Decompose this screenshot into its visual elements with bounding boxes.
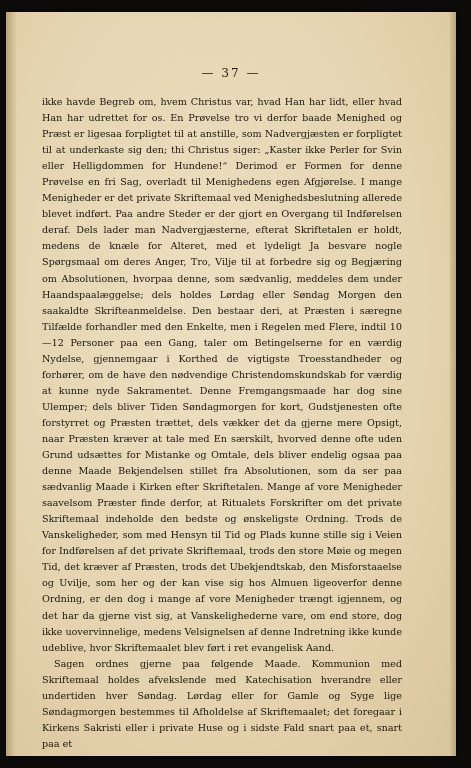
page-gutter xyxy=(6,12,16,756)
page-number: — 37 — xyxy=(201,66,261,80)
book-page xyxy=(6,12,456,756)
body-text xyxy=(42,95,402,753)
paragraph: Sagen ordnes gjerne paa følgende Maade. Kommunion med Skriftemaal holdes afvekslende med Katechisation hverandre eller undertiden hver Søndag. Lørdag eller for Gamle og Syge lige Søndagmorgen bestemmes til Afholdelse af Skriftemaalet; det foregaar i Kirkens Sakristi eller i private Huse og i sidste Fald snart paa et, snart paa et xyxy=(42,658,402,750)
paragraph: ikke havde Begreb om, hvem Christus var, hvad Han har lidt, eller hvad Han har udrettet for os. En Prøvelse tro vi derfor baade Menighed og Præst er ligesaa forpligtet til at anstille, som Nadvergjæsten er forpligtet til at underkaste sig den; thi Christus siger: „Kaster ikke Perler for Svin eller Helligdommen for Hundene!“ Derimod er Formen for denne Prøvelse en fri Sag, overladt til Menighedens egen Afgjørelse. I mange Menigheder er det private Skriftemaal ved Menighedsbeslutning allerede blevet indført. Paa andre Steder er der gjort en Overgang til Indførelsen deraf. Dels lader man Nadvergjæsterne, efterat Skriftetalen er holdt, medens de knæle for Alteret, med et lydeligt Ja besvare nogle Spørgsmaal om deres Anger, Tro, Vilje til at forbedre sig og Begjæring om Absolutionen, hvorpaa denne, som sædvanlig, meddeles dem under Haandspaalæggelse; dels holdes Lørdag eller Søndag Morgen den saakaldte Skrifteanmeldelse. Den bestaar deri, at Præsten i særegne Tilfælde forhandler med den Enkelte, men i Regelen med Flere, indtil 10—12 Personer paa een Gang, taler om Betingelserne for en værdig Nydelse, gjennemgaar i Korthed de vigtigste Troesstandheder og forhører, om de have den nødvendige Christendomskundskab for værdig at kunne nyde Sakramentet. Denne Fremgangsmaade har dog sine Ulemper; dels bliver Tiden Søndagmorgen for kort, Gudstjenesten ofte forstyrret og Præsten trættet, dels vækker det da gjerne mere Opsigt, naar Præsten kræver at tale med En særskilt, hvorved denne ofte uden Grund udsættes for Mistanke og Omtale, dels bliver endelig ogsaa paa denne Maade Bekjendelsen stillet fra Absolutionen, som da ser paa sædvanlig Maade i Kirken efter Skriftetalen. Mange af vore Menigheder saavelsom Præster finde derfor, at Ritualets Forskrifter om det private Skriftemaal indeholde den bedste og ønskeligste Ordning. Trods de Vanskeligheder, som med Hensyn til Tid og Plads kunne stille sig i Veien for Indførelsen af det private Skriftemaal, trods den store Møie og megen Tid, det kræver af Præsten, trods det Ubekjendtskab, den Misforstaaelse og Uvilje, som her og der kan vise sig hos Almuen ligeoverfor denne Ordning, er den dog i mange af vore Menigheder trængt igjennem, og det har da gjerne vist sig, at Vanskelighederne vare, om end store, dog ikke uovervinnelige, medens Velsignelsen af denne Indretning ikke kunde udeblive, hvor Skriftemaalet blev ført i ret evangelisk Aand. xyxy=(42,97,402,654)
page-edge xyxy=(450,12,456,756)
